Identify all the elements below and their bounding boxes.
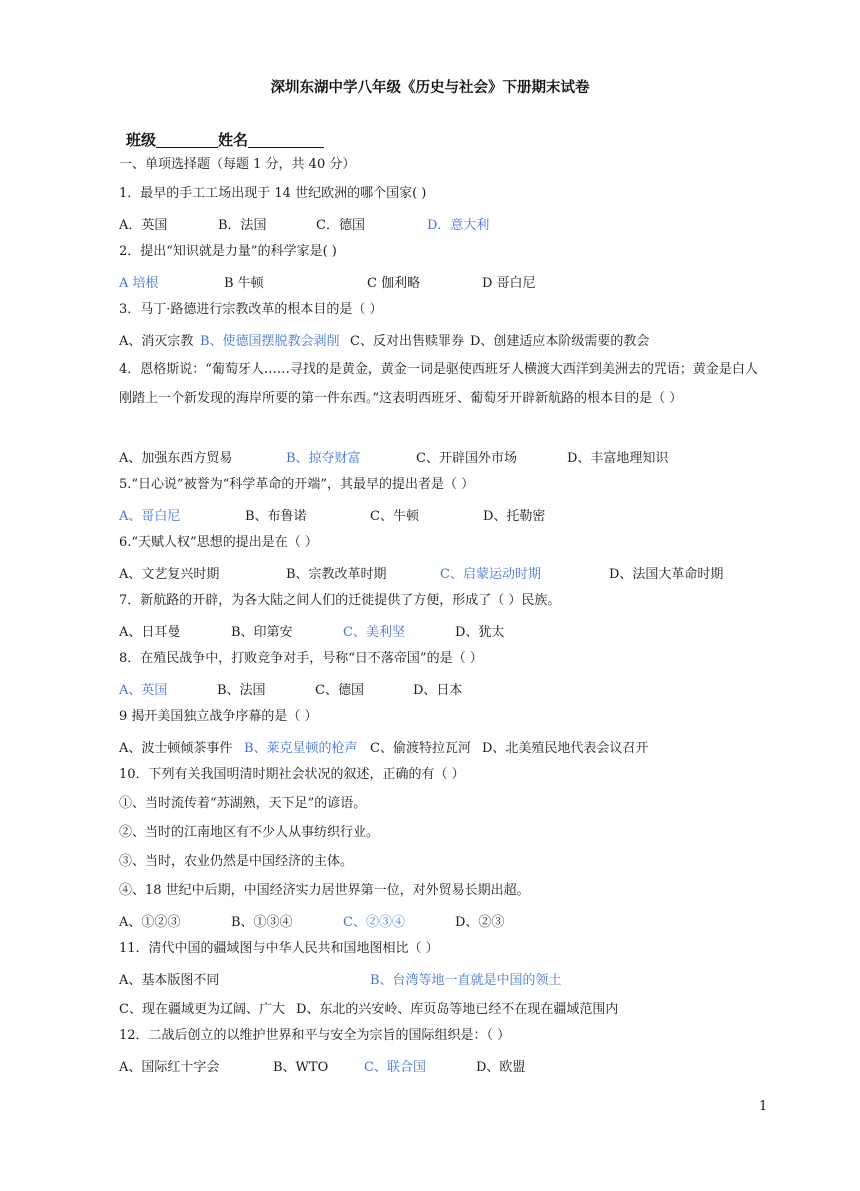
question-6-stem: 6.“天赋人权”思想的提出是在（ ） [119, 535, 318, 550]
question-10-statement-2: ②、当时的江南地区有不少人从事纺织行业。 [119, 825, 380, 840]
question-10-option-b: B、①③④ [231, 915, 293, 930]
question-6-option-d: D、法国大革命时期 [609, 567, 724, 582]
question-5-option-c: C、牛顿 [370, 509, 419, 524]
question-9-option-a: A、波士顿倾茶事件 [119, 741, 233, 756]
question-7-option-c: C、美利坚 [343, 625, 405, 640]
question-4-option-c: C、开辟国外市场 [416, 451, 517, 466]
page-number: 1 [759, 1099, 768, 1114]
question-12-option-b: B、WTO [273, 1060, 329, 1075]
question-6-option-b: B、宗教改革时期 [286, 567, 387, 582]
name-label: 姓名 [218, 131, 249, 149]
question-8-option-b: B、法国 [217, 683, 266, 698]
question-6-option-c: C、启蒙运动时期 [440, 567, 541, 582]
question-6-option-a: A、文艺复兴时期 [119, 567, 220, 582]
question-11-option-d: D、东北的兴安岭、库页岛等地已经不在现在疆域范围内 [296, 1002, 619, 1017]
question-2-option-d: D 哥白尼 [482, 276, 536, 291]
question-9-stem: 9 揭开美国独立战争序幕的是（ ） [119, 709, 318, 724]
question-5-stem: 5.“日心说”被誉为“科学革命的开端”，其最早的提出者是（ ） [119, 477, 475, 492]
student-info [126, 129, 324, 150]
question-11-stem: 11．清代中国的疆域图与中华人民共和国地图相比（ ） [119, 941, 439, 956]
question-5-option-b: B、布鲁诺 [245, 509, 307, 524]
question-1-option-a: A．英国 [119, 218, 168, 233]
question-3-stem: 3．马丁·路德进行宗教改革的根本目的是（ ） [119, 302, 383, 317]
question-10-stem: 10．下列有关我国明清时期社会状况的叙述，正确的有（ ） [119, 767, 465, 782]
question-4-option-a: A、加强东西方贸易 [119, 451, 233, 466]
question-12-stem: 12．二战后创立的以维护世界和平与安全为宗旨的国际组织是：（ ） [119, 1028, 511, 1043]
question-2-option-b: B 牛顿 [224, 276, 264, 291]
name-blank [248, 131, 324, 148]
question-4-stem: 4．恩格斯说：“葡萄牙人……寻找的是黄金，黄金一词是驱使西班牙人横渡大西洋到美洲去的咒语；黄金是白人刚踏上一个新发现的海岸所要的第一件东西。”这表明西班牙、葡萄牙开辟新航路的根本目的是（ ） [119, 362, 758, 406]
section-heading: 一、单项选择题（每题 1 分，共 40 分） [119, 157, 356, 172]
class-blank [156, 131, 218, 148]
question-8-option-c: C、德国 [315, 683, 364, 698]
question-11-option-a: A、基本版图不同 [119, 973, 220, 988]
class-label: 班级 [126, 131, 157, 149]
question-5-option-d: D、托勒密 [483, 509, 546, 524]
question-7-stem: 7．新航路的开辟，为各大陆之间人们的迁徙提供了方便，形成了（ ）民族。 [119, 593, 561, 608]
question-12-option-c: C、联合国 [364, 1060, 426, 1075]
question-2-option-a: A 培根 [119, 276, 159, 291]
question-9-option-b: B、莱克星顿的枪声 [244, 741, 358, 756]
question-3-option-b: B、使德国摆脱教会剥削 [200, 334, 340, 349]
question-1-option-d: D．意大利 [427, 218, 490, 233]
question-1-stem: 1．最早的手工工场出现于 14 世纪欧洲的哪个国家( ) [119, 186, 427, 201]
question-12-option-d: D、欧盟 [476, 1060, 526, 1075]
question-2-stem: 2．提出“知识就是力量”的科学家是( ) [119, 244, 337, 259]
question-7-option-b: B、印第安 [231, 625, 293, 640]
question-10-option-d: D、②③ [455, 915, 505, 930]
question-9-option-c: C、偷渡特拉瓦河 [370, 741, 471, 756]
question-10-option-a: A、①②③ [119, 915, 181, 930]
question-8-option-a: A、英国 [119, 683, 168, 698]
question-9-option-d: D、北美殖民地代表会议召开 [482, 741, 649, 756]
question-4-option-b: B、掠夺财富 [286, 451, 361, 466]
exam-title: 深圳东湖中学八年级《历史与社会》下册期末试卷 [270, 80, 590, 96]
question-11-option-c: C、现在疆域更为辽阔、广大 [119, 1002, 285, 1017]
question-10-statement-3: ③、当时，农业仍然是中国经济的主体。 [119, 854, 354, 869]
question-5-option-a: A、哥白尼 [119, 509, 181, 524]
question-11-option-b: B、台湾等地一直就是中国的领土 [370, 973, 562, 988]
question-10-statement-1: ①、当时流传着“苏湖熟，天下足”的谚语。 [119, 796, 367, 811]
question-12-option-a: A、国际红十字会 [119, 1060, 220, 1075]
question-7-option-d: D、犹太 [455, 625, 505, 640]
question-8-option-d: D、日本 [413, 683, 463, 698]
question-1-option-b: B．法国 [218, 218, 267, 233]
question-10-option-c: C、②③④ [343, 915, 405, 930]
question-7-option-a: A、日耳曼 [119, 625, 181, 640]
question-8-stem: 8．在殖民战争中，打败竞争对手，号称“日不落帝国”的是（ ） [119, 651, 483, 666]
question-3-option-a: A、消灭宗教 [119, 334, 194, 349]
question-1-option-c: C．德国 [316, 218, 365, 233]
question-3-option-d: D、创建适应本阶级需要的教会 [470, 334, 650, 349]
question-10-statement-4: ④、18 世纪中后期，中国经济实力居世界第一位，对外贸易长期出超。 [119, 883, 530, 898]
question-3-option-c: C、反对出售赎罪券 [350, 334, 464, 349]
question-4-option-d: D、丰富地理知识 [567, 451, 669, 466]
question-2-option-c: C 伽利略 [367, 276, 421, 291]
